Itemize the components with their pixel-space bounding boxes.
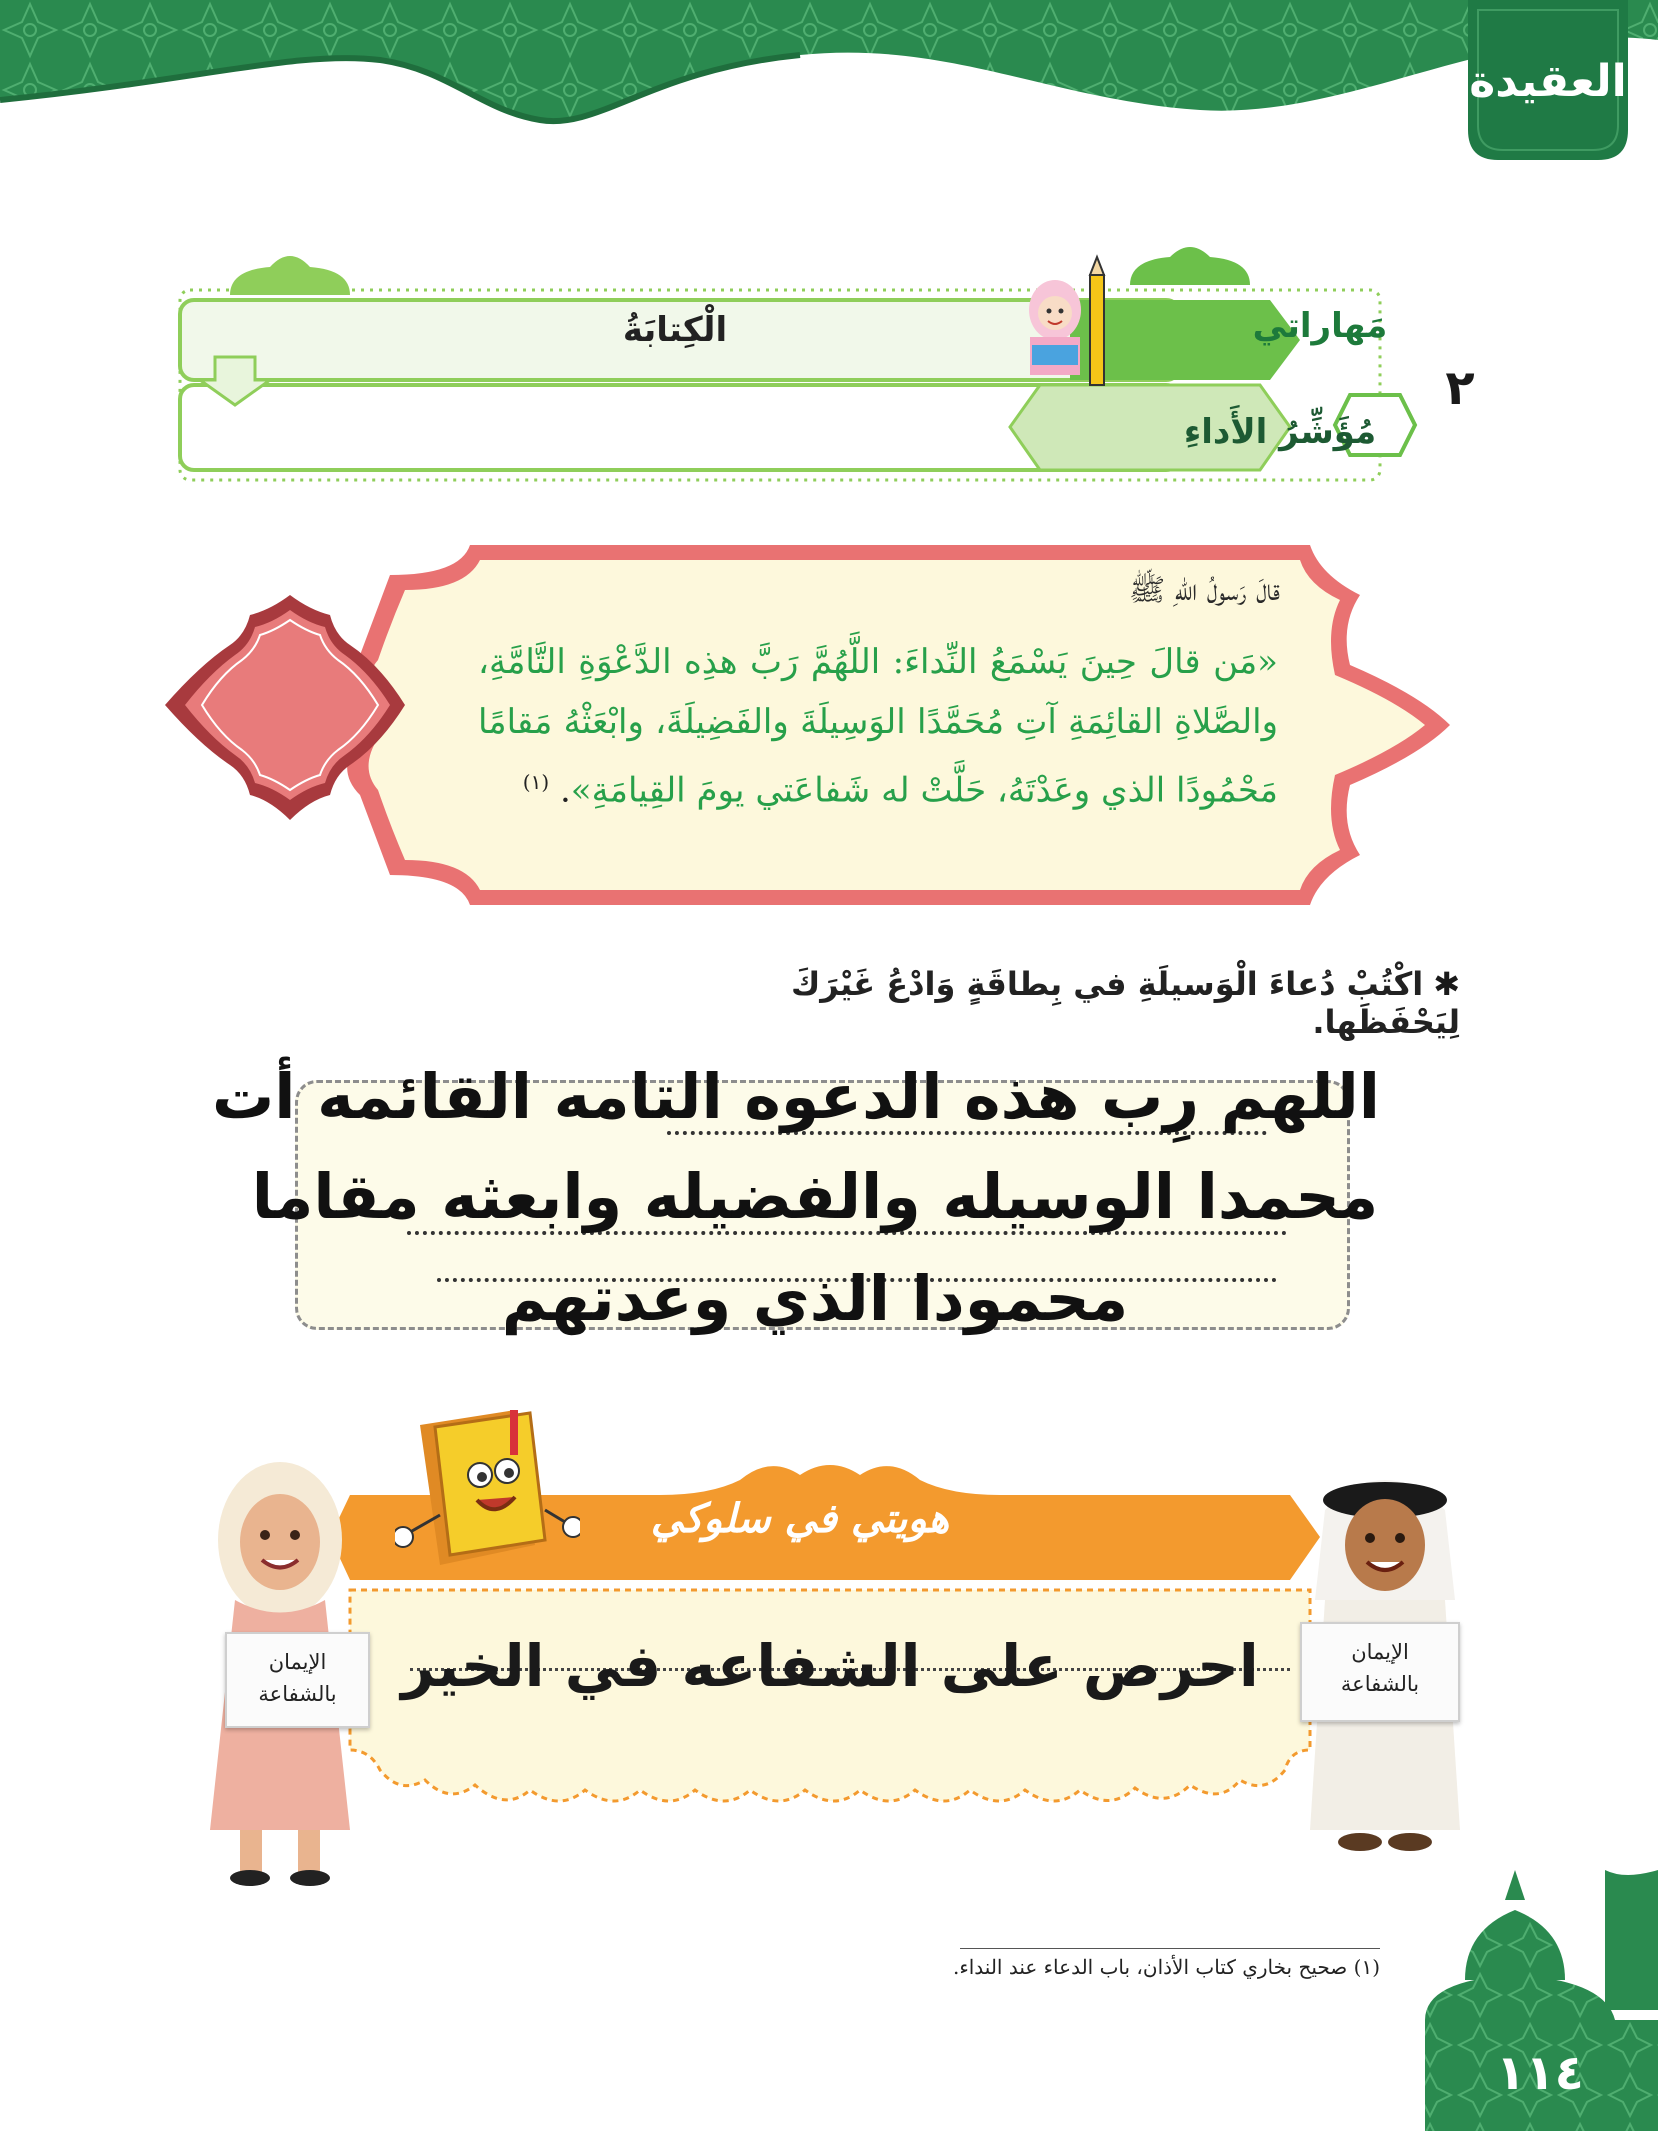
behavior-answer-text: احرص على الشفاعه في الخير: [401, 1632, 1259, 1700]
sign-line-2: بالشفاعة: [1340, 1672, 1420, 1696]
handwritten-answer-line-2: محمدا الوسيله والفضيله وابعثه مقاما: [251, 1160, 1379, 1233]
instruction-text: اكْتُبْ دُعاءَ الْوَسيلَةِ في بِطاقَةٍ وَادْعُ غَيْرَكَ لِيَحْفَظَها.: [790, 965, 1460, 1041]
cloud-card: [330, 1580, 1330, 1820]
hadith-body: «مَن قالَ حِينَ يَسْمَعُ النِّداءَ: اللَّهُمَّ رَبَّ هذِه الدَّعْوَةِ التَّامَّةِ، والصَّلاةِ القائِمَةِ آتِ مُحَمَّدًا الوَسِيلَةَ والفَضِيلَةَ، وابْعَثْهُ مَقامًا مَحْمُودًا الذي وعَدْتَهُ، حَلَّتْ له شَفاعَتي يومَ القِيامَةِ»: [478, 642, 1278, 811]
writing-instruction: [700, 965, 1460, 1041]
girl-reading-icon: [1029, 280, 1081, 375]
top-pattern-banner: [0, 0, 1658, 170]
behavior-title: هويتي في سلوكي: [650, 1496, 950, 1542]
subject-title: العقيدة: [1469, 56, 1627, 107]
hadith-intro: قالَ رَسولُ اللهِ ﷺ: [1128, 573, 1280, 608]
girl-held-sign: [225, 1632, 370, 1728]
page-number: ١١٤: [1496, 2045, 1584, 2101]
writing-skill-title: الْكِتابَةُ: [622, 310, 728, 350]
footnote: (١) صحيح بخاري كتاب الأذان، باب الدعاء عند النداء.: [952, 1955, 1380, 1979]
boy-held-sign: [1300, 1622, 1460, 1722]
my-skills-label: مَهاراتي: [1252, 306, 1388, 346]
lesson-number: ٢: [1445, 360, 1475, 416]
hadith-period: .: [559, 770, 571, 811]
handwritten-answer-line-1: اللهم رِب هذه الدعوه التامه القائمه أت: [211, 1060, 1380, 1133]
hadith-footnote-mark: (١): [522, 770, 550, 794]
sign-line-2: بالشفاعة: [258, 1682, 337, 1706]
star-bullet-icon: ✱: [1433, 965, 1460, 1003]
hadith-text: [478, 632, 1278, 820]
footnote-divider: [960, 1948, 1380, 1949]
pencil-icon: [1090, 257, 1104, 385]
handwritten-answer-line-3: محمودا الذي وعدتهم: [501, 1262, 1129, 1335]
sign-line-1: الإيمان: [1351, 1640, 1409, 1664]
performance-indicator-label: مُؤَشِّرُ الأَداءِ: [1183, 412, 1377, 452]
sign-line-1: الإيمان: [268, 1650, 327, 1674]
book-mascot-icon: [395, 1405, 580, 1585]
